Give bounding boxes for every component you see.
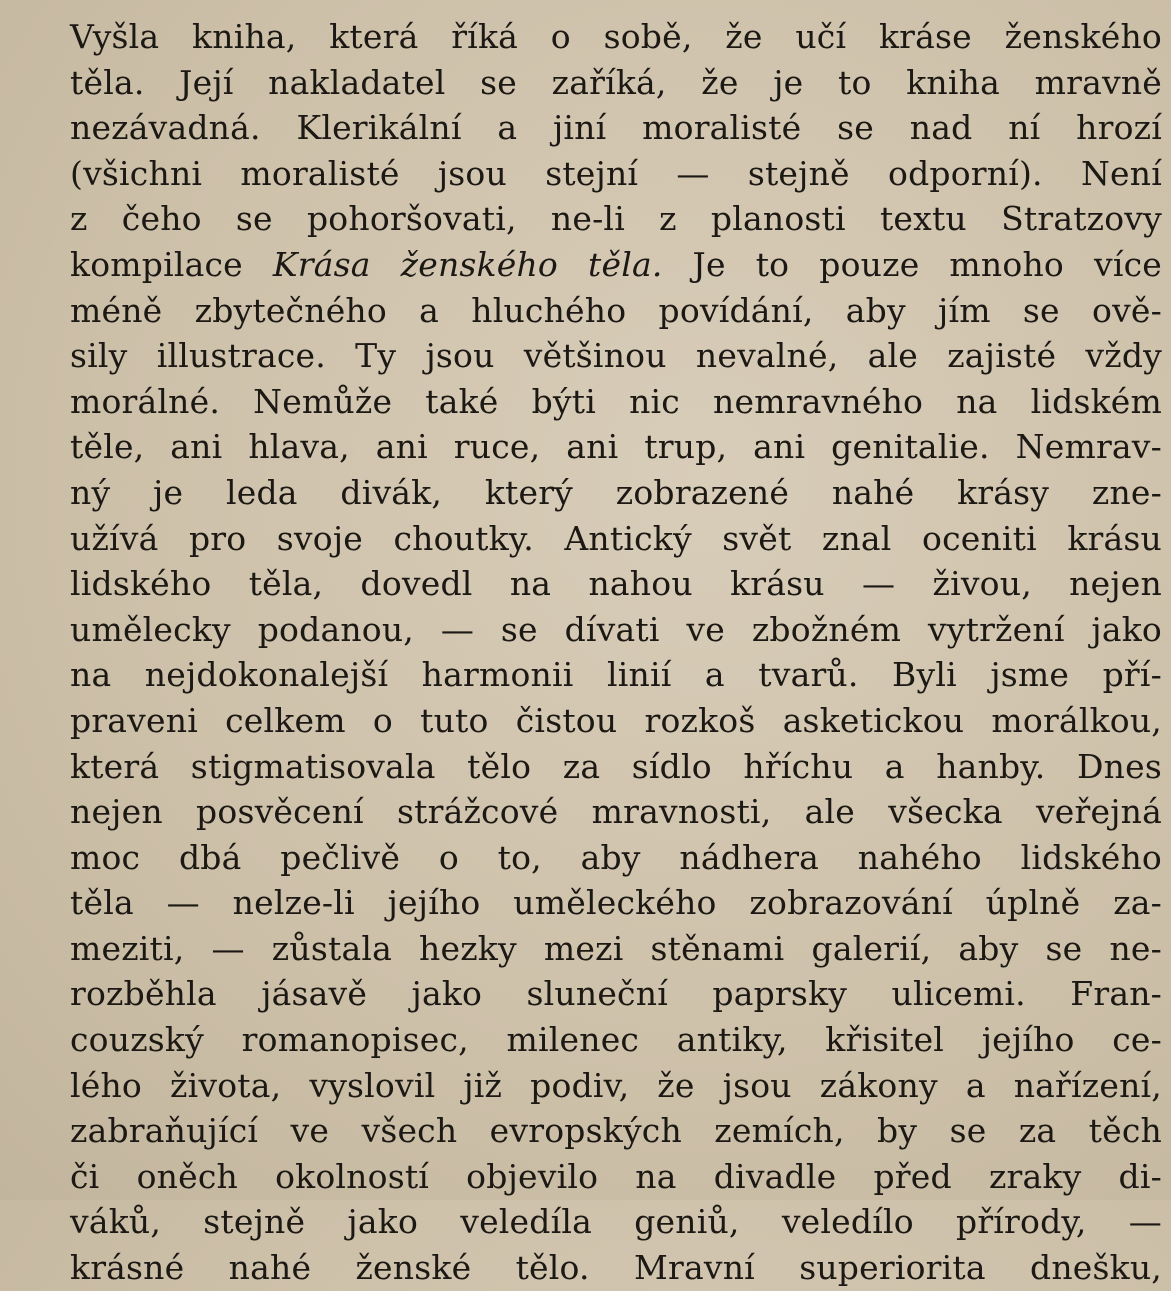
text-line: která stigmatisovala tělo za sídlo hříchu a hanby. Dnes: [70, 746, 1162, 786]
text-line: těla — nelze-li jejího uměleckého zobrazování úplně za-: [70, 883, 1162, 923]
text-line: (všichni moralisté jsou stejní — stejně odporní). Není: [70, 153, 1162, 193]
text-line: méně zbytečného a hluchého povídání, aby jím se ově-: [70, 290, 1162, 330]
text-line: sily illustrace. Ty jsou většinou nevalné, ale zajisté vždy: [70, 336, 1162, 376]
text-line: lidského těla, dovedl na nahou krásu — živou, nejen: [70, 564, 1162, 604]
text-line: lého života, vyslovil již podiv, že jsou zákony a nařízení,: [70, 1065, 1162, 1105]
text-line: couzský romanopisec, milenec antiky, křisitel jejího ce-: [70, 1020, 1162, 1060]
text-line-with-italic-title: kompilace Krása ženského těla. Je to pouze mnoho více: [70, 244, 1162, 284]
text-line: váků, stejně jako veledíla geniů, veledílo přírody, —: [70, 1202, 1162, 1242]
text-line: nezávadná. Klerikální a jiní moralisté se nad ní hrozí: [70, 108, 1162, 148]
text-line: na nejdokonalejší harmonii linií a tvarů. Byli jsme pří-: [70, 655, 1162, 695]
text-line: ný je leda divák, který zobrazené nahé krásy zne-: [70, 472, 1162, 512]
text-line: rozběhla jásavě jako sluneční paprsky ulicemi. Fran-: [70, 974, 1162, 1014]
text-line: užívá pro svoje choutky. Antický svět znal oceniti krásu: [70, 518, 1162, 558]
text-line: meziti, — zůstala hezky mezi stěnami galerií, aby se ne-: [70, 928, 1162, 968]
book-title-italic: Krása ženského těla.: [272, 244, 663, 284]
text-line: krásné nahé ženské tělo. Mravní superiorita dnešku,: [70, 1248, 1162, 1288]
text-line: praveni celkem o tuto čistou rozkoš asketickou morálkou,: [70, 700, 1162, 740]
text-line: moc dbá pečlivě o to, aby nádhera nahého lidského: [70, 837, 1162, 877]
text-line: umělecky podanou, — se dívati ve zbožném vytržení jako: [70, 609, 1162, 649]
body-text: [70, 14, 1162, 1291]
text-line: Vyšla kniha, která říká o sobě, že učí kráse ženského: [70, 17, 1162, 56]
text-line: těla. Její nakladatel se zaříká, že je to kniha mravně: [70, 62, 1162, 102]
text-line: z čeho se pohoršovati, ne-li z planosti textu Stratzovy: [70, 199, 1162, 239]
text-line: zabraňující ve všech evropských zemích, by se za těch: [70, 1111, 1162, 1151]
text-line: nejen posvěcení strážcové mravnosti, ale všecka veřejná: [70, 792, 1162, 832]
text-line: morálné. Nemůže také býti nic nemravného na lidském: [70, 381, 1162, 421]
text-line: těle, ani hlava, ani ruce, ani trup, ani genitalie. Nemrav-: [70, 427, 1162, 467]
text-line: či oněch okolností objevilo na divadle před zraky di-: [70, 1156, 1162, 1196]
